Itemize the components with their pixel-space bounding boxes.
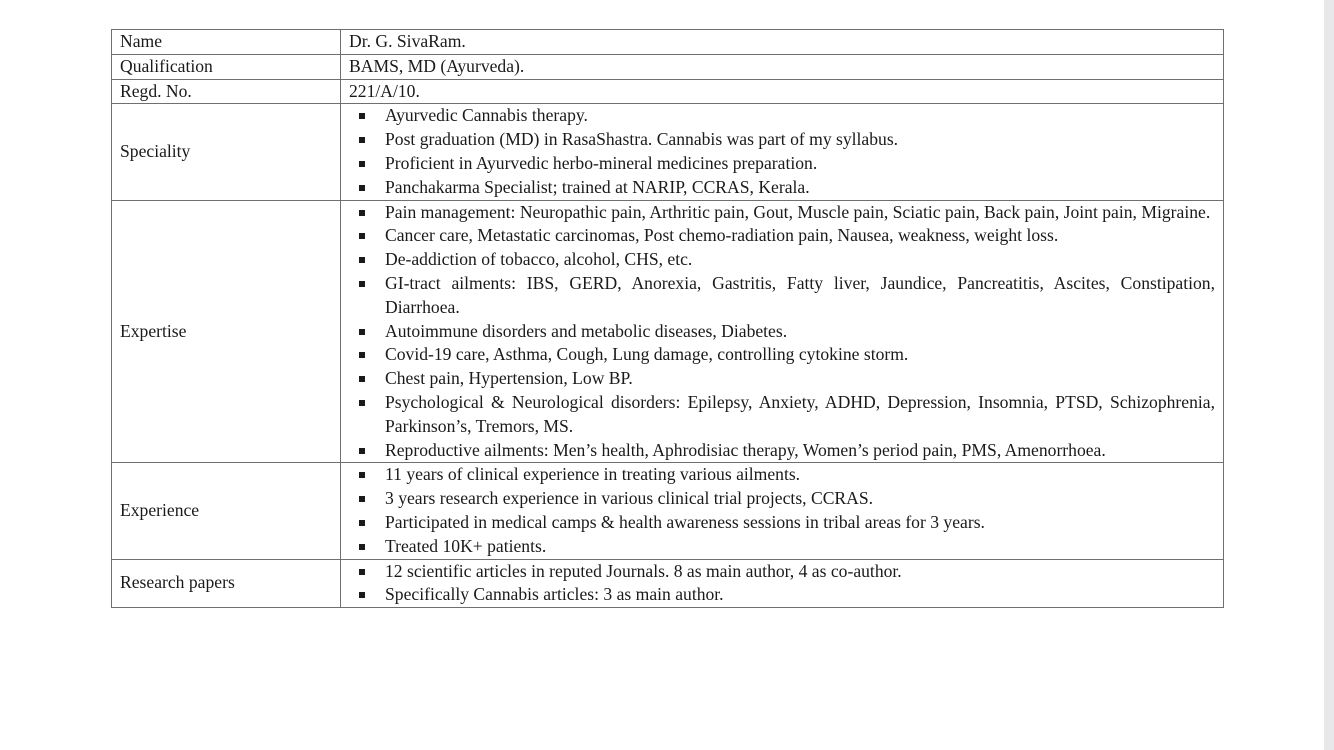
list-item-text: Cancer care, Metastatic carcinomas, Post chemo-radiation pain, Nausea, weakness, weight loss. (385, 225, 1059, 246)
list-item (341, 272, 1215, 320)
square-bullet-icon (359, 472, 365, 478)
expertise-cell (341, 200, 1224, 463)
label-speciality: Speciality (112, 104, 341, 200)
list-item (341, 463, 1215, 487)
list-item-text: Pain management: Neuropathic pain, Arthritic pain, Gout, Muscle pain, Sciatic pain, Back pain, Joint pain, Migraine. (385, 201, 1211, 222)
square-bullet-icon (359, 520, 365, 526)
list-item-text: Panchakarma Specialist; trained at NARIP, CCRAS, Kerala. (385, 176, 810, 197)
square-bullet-icon (359, 233, 365, 239)
square-bullet-icon (359, 329, 365, 335)
square-bullet-icon (359, 400, 365, 406)
label-experience: Experience (112, 463, 341, 559)
value-qualification: BAMS, MD (Ayurveda). (341, 54, 1224, 79)
speciality-list (341, 104, 1215, 199)
list-item (341, 583, 1215, 607)
list-item (341, 343, 1215, 367)
table-row-expertise (112, 200, 1224, 463)
square-bullet-icon (359, 210, 365, 216)
list-item-text: 3 years research experience in various clinical trial projects, CCRAS. (385, 488, 874, 509)
list-item-text: Autoimmune disorders and metabolic diseases, Diabetes. (385, 320, 788, 341)
list-item-text: Specifically Cannabis articles: 3 as main author. (385, 584, 724, 605)
label-expertise: Expertise (112, 200, 341, 463)
square-bullet-icon (359, 161, 365, 167)
square-bullet-icon (359, 281, 365, 287)
list-item-text: Ayurvedic Cannabis therapy. (385, 105, 588, 126)
table-row-name (112, 30, 1224, 55)
speciality-cell (341, 104, 1224, 200)
experience-list (341, 463, 1215, 558)
experience-cell (341, 463, 1224, 559)
label-research: Research papers (112, 559, 341, 608)
square-bullet-icon (359, 113, 365, 119)
list-item-text: Proficient in Ayurvedic herbo-mineral medicines preparation. (385, 152, 818, 173)
list-item-text: 11 years of clinical experience in treating various ailments. (385, 464, 801, 485)
list-item (341, 152, 1215, 176)
list-item-text: Post graduation (MD) in RasaShastra. Cannabis was part of my syllabus. (385, 129, 899, 150)
list-item (341, 320, 1215, 344)
expertise-list (341, 201, 1215, 463)
scrollbar-track[interactable] (1324, 0, 1334, 750)
square-bullet-icon (359, 257, 365, 263)
list-item (341, 104, 1215, 128)
list-item (341, 487, 1215, 511)
table-row-speciality (112, 104, 1224, 200)
list-item-text: Participated in medical camps & health awareness sessions in tribal areas for 3 years. (385, 511, 985, 532)
label-regd: Regd. No. (112, 79, 341, 104)
square-bullet-icon (359, 376, 365, 382)
list-item-text: Chest pain, Hypertension, Low BP. (385, 368, 633, 389)
list-item-text: Psychological & Neurological disorders: Epilepsy, Anxiety, ADHD, Depression, Insomnia, PTSD, Schizophrenia, Parkinson’s, Tremors, MS. (385, 391, 1215, 436)
list-item (341, 535, 1215, 559)
list-item-text: De-addiction of tobacco, alcohol, CHS, etc. (385, 249, 693, 270)
square-bullet-icon (359, 569, 365, 575)
list-item (341, 128, 1215, 152)
list-item (341, 367, 1215, 391)
research-list (341, 560, 1215, 608)
list-item (341, 201, 1215, 225)
square-bullet-icon (359, 544, 365, 550)
table-row-research (112, 559, 1224, 608)
list-item-text: Treated 10K+ patients. (385, 535, 547, 556)
square-bullet-icon (359, 137, 365, 143)
list-item (341, 224, 1215, 248)
value-regd: 221/A/10. (341, 79, 1224, 104)
list-item (341, 511, 1215, 535)
value-name: Dr. G. SivaRam. (341, 30, 1224, 55)
list-item (341, 560, 1215, 584)
table-row-regd (112, 79, 1224, 104)
list-item (341, 176, 1215, 200)
square-bullet-icon (359, 185, 365, 191)
list-item-text: 12 scientific articles in reputed Journals. 8 as main author, 4 as co-author. (385, 560, 902, 581)
list-item-text: Reproductive ailments: Men’s health, Aphrodisiac therapy, Women’s period pain, PMS, Amenorrhoea. (385, 439, 1106, 460)
list-item-text: GI-tract ailments: IBS, GERD, Anorexia, Gastritis, Fatty liver, Jaundice, Pancreatitis, Ascites, Constipation, Diarrhoea. (385, 272, 1215, 317)
profile-table (111, 29, 1224, 608)
square-bullet-icon (359, 448, 365, 454)
list-item (341, 391, 1215, 439)
research-cell (341, 559, 1224, 608)
label-name: Name (112, 30, 341, 55)
list-item-text: Covid-19 care, Asthma, Cough, Lung damage, controlling cytokine storm. (385, 344, 909, 365)
list-item (341, 439, 1215, 463)
square-bullet-icon (359, 352, 365, 358)
square-bullet-icon (359, 592, 365, 598)
table-row-qualification (112, 54, 1224, 79)
label-qualification: Qualification (112, 54, 341, 79)
list-item (341, 248, 1215, 272)
table-row-experience (112, 463, 1224, 559)
square-bullet-icon (359, 496, 365, 502)
